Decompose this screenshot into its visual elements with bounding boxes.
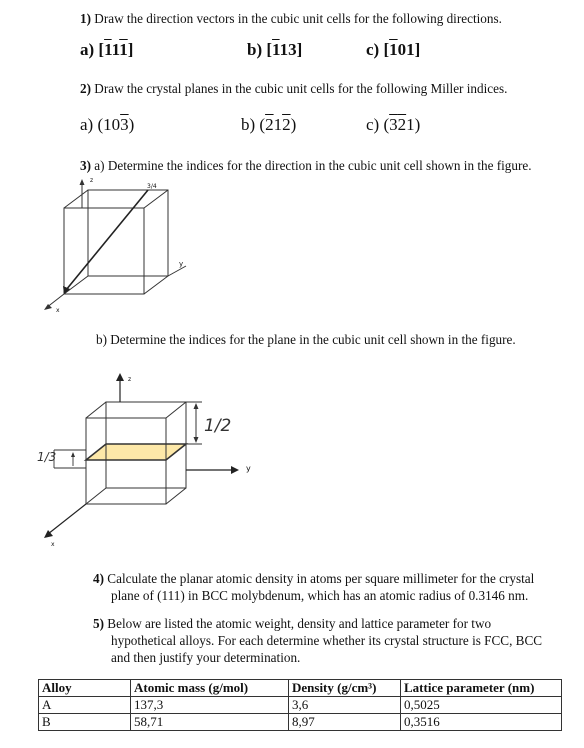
table-row xyxy=(39,714,562,731)
fig2-third-label: 1/3 xyxy=(37,450,57,464)
question-text-line-1: Calculate the planar atomic density in atoms per square millimeter for the crystal xyxy=(107,571,535,586)
q1-option-b: b) [113] xyxy=(247,40,303,59)
question-1 xyxy=(80,10,502,27)
table-header-row xyxy=(39,680,562,697)
question-text: Draw the crystal planes in the cubic unit cells for the following Miller indices. xyxy=(94,81,508,96)
question-text-line-2: plane of (111) in BCC molybdenum, which has an atomic radius of 0.3146 nm. xyxy=(111,588,529,603)
cube-plane-figure xyxy=(34,372,254,544)
fig2-y-label: y xyxy=(246,464,251,473)
fig1-z-label: z xyxy=(90,177,94,184)
cube-direction-figure xyxy=(36,178,206,318)
question-text: a) Determine the indices for the direction in the cubic unit cell shown in the figure. xyxy=(94,158,532,173)
question-number: 5) xyxy=(93,616,104,631)
fig1-fraction-label: 3/4 xyxy=(147,183,157,190)
cell-density: 3,6 xyxy=(289,697,401,714)
cell-atomic-mass: 137,3 xyxy=(131,697,289,714)
q1-option-a: a) [111] xyxy=(80,40,134,59)
q2-option-a: a) (103) xyxy=(80,115,135,134)
question-text-line-2: hypothetical alloys. For each determine whether its crystal structure is FCC, BCC xyxy=(111,633,543,648)
fig1-x-label: x xyxy=(56,307,60,314)
header-density: Density (g/cm³) xyxy=(289,680,401,697)
question-5 xyxy=(93,615,563,666)
question-number: 1) xyxy=(80,11,91,26)
cell-alloy: B xyxy=(39,714,131,731)
question-number: 4) xyxy=(93,571,104,586)
header-lattice-parameter: Lattice parameter (nm) xyxy=(401,680,562,697)
cell-alloy: A xyxy=(39,697,131,714)
cell-lattice-parameter: 0,3516 xyxy=(401,714,562,731)
question-3a xyxy=(80,157,532,174)
question-text: b) Determine the indices for the plane in the cubic unit cell shown in the figure. xyxy=(96,332,516,347)
fig2-z-label: z xyxy=(128,376,132,383)
question-text: Draw the direction vectors in the cubic unit cells for the following directions. xyxy=(94,11,502,26)
q2-option-c: c) (321) xyxy=(366,115,421,134)
fig2-x-label: x xyxy=(51,541,55,548)
header-alloy: Alloy xyxy=(39,680,131,697)
question-number: 3) xyxy=(80,158,91,173)
fig2-half-label: 1/2 xyxy=(204,416,232,436)
question-2 xyxy=(80,80,507,97)
q2-option-b: b) (212) xyxy=(241,115,297,134)
question-text-line-1: Below are listed the atomic weight, density and lattice parameter for two xyxy=(107,616,492,631)
question-number: 2) xyxy=(80,81,91,96)
header-atomic-mass: Atomic mass (g/mol) xyxy=(131,680,289,697)
fig1-y-label: y xyxy=(179,260,184,268)
cell-lattice-parameter: 0,5025 xyxy=(401,697,562,714)
cell-density: 8,97 xyxy=(289,714,401,731)
cell-atomic-mass: 58,71 xyxy=(131,714,289,731)
alloy-table xyxy=(38,679,562,731)
question-4 xyxy=(93,570,563,604)
table-row xyxy=(39,697,562,714)
question-3b xyxy=(96,331,516,348)
question-text-line-3: and then justify your determination. xyxy=(111,650,301,665)
q1-option-c: c) [101] xyxy=(366,40,421,59)
